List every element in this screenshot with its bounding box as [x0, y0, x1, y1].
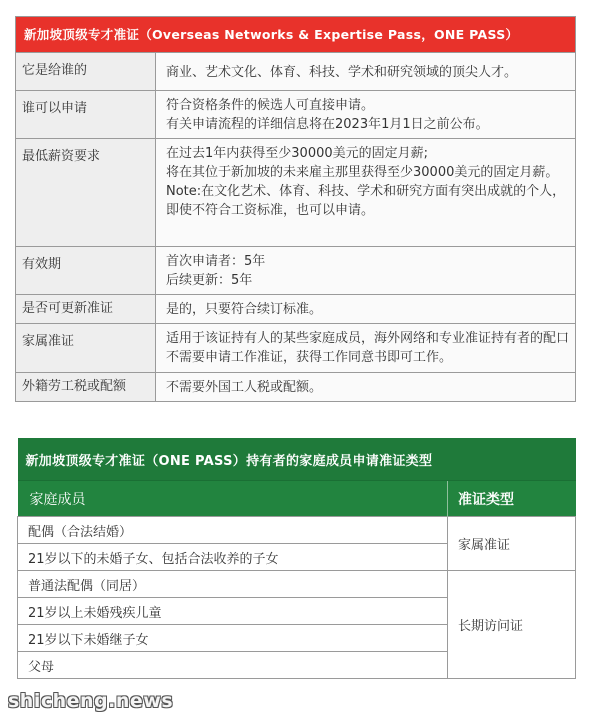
table-row: [16, 295, 576, 324]
row-content-validity: [156, 247, 576, 295]
row-content-eligibility: [156, 91, 576, 139]
member-parents: 父母: [18, 652, 448, 679]
row-content-who: [156, 53, 576, 91]
content-line: 在过去1年内获得至少30000美元的固定月薪;: [166, 146, 429, 161]
table-row: [16, 373, 576, 402]
row-label-eligibility: 谁可以申请: [16, 91, 156, 139]
row-label-dependant: 家属准证: [16, 324, 156, 373]
family-table-header-row: [18, 481, 576, 517]
family-table-title: 新加坡顶级专才准证（ONE PASS）持有者的家庭成员申请准证类型: [18, 438, 576, 481]
content-line: 有关申请流程的详细信息将在2023年1月1日之前公布。: [166, 117, 489, 132]
row-label-salary: 最低薪资要求: [16, 139, 156, 247]
family-pass-types-table: [17, 438, 576, 679]
row-content-levy: [156, 373, 576, 402]
content-line: 首次申请者：5年: [166, 254, 266, 269]
type-long-term-visit-pass: 长期访问证: [448, 571, 576, 679]
table-row: [18, 517, 576, 544]
column-header-member: 家庭成员: [18, 481, 448, 517]
row-label-renewable: 是否可更新准证: [16, 295, 156, 324]
table-row: [16, 324, 576, 373]
table-row: [18, 571, 576, 598]
member-common-law-spouse: 普通法配偶（同居）: [18, 571, 448, 598]
row-content-salary: [156, 139, 576, 247]
watermark: shicheng.news: [8, 690, 174, 712]
content-line: 符合资格条件的候选人可直接申请。: [166, 98, 375, 113]
content-line: 商业、艺术文化、体育、科技、学术和研究领域的顶尖人才。: [166, 64, 518, 80]
row-label-levy: 外籍劳工税或配额: [16, 373, 156, 402]
content-line: Note:在文化艺术、体育、科技、学术和研究方面有突出成就的个人，即使不符合工资标准，也可以申请。: [166, 184, 566, 218]
member-children-under-21: 21岁以下的未婚子女、包括合法收养的子女: [18, 544, 448, 571]
member-disabled-children-over-21: 21岁以上未婚残疾儿童: [18, 598, 448, 625]
table-row: [16, 91, 576, 139]
table-row: [16, 53, 576, 91]
content-line: 将在其位于新加坡的未来雇主那里获得至少30000美元的固定月薪。: [166, 165, 559, 180]
content-line: 是的，只要符合续订标准。: [166, 302, 323, 317]
row-label-who: 它是给谁的: [16, 53, 156, 91]
member-spouse: 配偶（合法结婚）: [18, 517, 448, 544]
content-line: 适用于该证持有人的某些家庭成员，海外网络和专业准证持有者的配口不需要申请工作准证，获得工作同意书即可工作。: [166, 331, 570, 365]
table-row: [16, 139, 576, 247]
one-pass-table-title: 新加坡顶级专才准证（Overseas Networks & Expertise Pass，ONE PASS）: [16, 17, 576, 53]
member-stepchildren-under-21: 21岁以下未婚继子女: [18, 625, 448, 652]
row-content-renewable: [156, 295, 576, 324]
content-line: 后续更新：5年: [166, 273, 253, 288]
row-label-validity: 有效期: [16, 247, 156, 295]
one-pass-details-table: [15, 16, 576, 402]
content-line: 不需要外国工人税或配额。: [166, 380, 323, 395]
column-header-type: 准证类型: [448, 481, 576, 517]
row-content-dependant: [156, 324, 576, 373]
type-dependant-pass: 家属准证: [448, 517, 576, 571]
table-row: [16, 247, 576, 295]
